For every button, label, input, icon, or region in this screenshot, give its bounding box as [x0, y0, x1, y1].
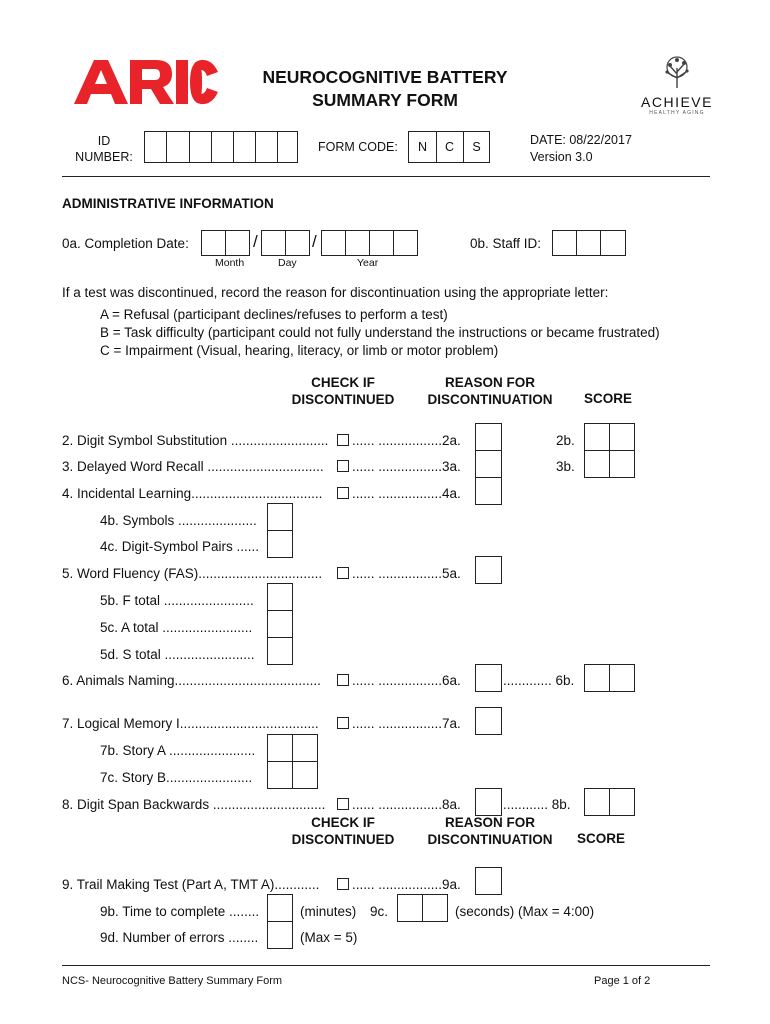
item-5-label: 5. Word Fluency (FAS)................................. — [62, 566, 323, 581]
item-4-leader: ...... .................4a. — [352, 486, 461, 501]
reason-c: C = Impairment (Visual, hearing, literacy, or limb or motor problem) — [100, 343, 499, 358]
item-6b-label: ............. 6b. — [503, 673, 575, 688]
item-8-label: 8. Digit Span Backwards .............................. — [62, 797, 326, 812]
col-score: SCORE — [584, 391, 633, 406]
item-3b-score-box[interactable] — [584, 450, 610, 478]
item-5a-reason-box[interactable] — [475, 556, 502, 584]
col-score: SCORE — [577, 831, 626, 846]
item-9d-unit: (Max = 5) — [300, 930, 358, 945]
section-heading: ADMINISTRATIVE INFORMATION — [62, 196, 274, 211]
item-5-discontinued-checkbox[interactable] — [337, 567, 349, 579]
item-7-label: 7. Logical Memory I..................................... — [62, 716, 319, 731]
form-code-label: FORM CODE: — [318, 140, 398, 154]
form-date: DATE: 08/22/2017 Version 3.0 — [530, 133, 632, 164]
form-code-letter: N — [417, 140, 428, 154]
id-number-field[interactable] — [144, 131, 298, 163]
item-2-leader: ...... .................2a. — [352, 433, 461, 448]
item-3a-reason-box[interactable] — [475, 450, 502, 478]
col-reason: REASON FOR DISCONTINUATION — [427, 815, 553, 847]
item-9a-reason-box[interactable] — [475, 867, 502, 895]
item-4-discontinued-checkbox[interactable] — [337, 487, 349, 499]
item-8b-score-box[interactable] — [584, 788, 610, 816]
col-check-discontinued: CHECK IF DISCONTINUED — [291, 815, 395, 847]
footer-divider — [62, 965, 710, 966]
footer-page-number: Page 1 of 2 — [594, 975, 651, 987]
item-7c-label: 7c. Story B....................... — [100, 770, 253, 785]
achieve-tagline: HEALTHY AGING — [649, 110, 705, 116]
item-7c-score-box[interactable] — [292, 761, 318, 789]
item-6b-score-box[interactable] — [609, 664, 635, 692]
item-5c-label: 5c. A total ........................ — [100, 620, 253, 635]
item-4a-reason-box[interactable] — [475, 477, 502, 505]
item-2-label: 2. Digit Symbol Substitution .......................... — [62, 433, 329, 448]
completion-date-label: 0a. Completion Date: — [62, 236, 189, 251]
item-5c-score-box[interactable] — [267, 610, 293, 638]
item-5-leader: ...... .................5a. — [352, 566, 461, 581]
item-9c-label: 9c. — [370, 904, 389, 919]
item-7b-score-box[interactable] — [292, 734, 318, 762]
item-4b-label: 4b. Symbols ..................... — [100, 513, 257, 528]
col-check-discontinued: CHECK IF DISCONTINUED — [291, 375, 395, 407]
reason-a: A = Refusal (participant declines/refuses to perform a test) — [100, 307, 448, 322]
item-3b-label: 3b. — [556, 459, 575, 474]
item-9-leader: ...... .................9a. — [352, 877, 461, 892]
header-divider — [62, 176, 710, 177]
item-7b-score-box[interactable] — [267, 734, 293, 762]
item-2a-reason-box[interactable] — [475, 423, 502, 451]
title-line-1: NEUROCOGNITIVE BATTERY — [262, 67, 508, 87]
item-4-label: 4. Incidental Learning................................... — [62, 486, 323, 501]
item-6a-reason-box[interactable] — [475, 664, 502, 692]
item-9b-minutes-box[interactable] — [267, 894, 293, 922]
item-5b-score-box[interactable] — [267, 583, 293, 611]
tree-icon — [657, 54, 697, 90]
title-line-2: SUMMARY FORM — [312, 90, 458, 110]
form-code-field — [408, 131, 490, 163]
item-3-label: 3. Delayed Word Recall ............................... — [62, 459, 324, 474]
page-title — [260, 66, 510, 112]
item-2b-score-box[interactable] — [609, 423, 635, 451]
day-caption: Day — [278, 257, 297, 269]
form-code-letter: S — [472, 140, 481, 154]
item-4c-label: 4c. Digit-Symbol Pairs ...... — [100, 539, 260, 554]
reason-b: B = Task difficulty (participant could not fully understand the instructions or became frustrated) — [100, 325, 660, 340]
id-number-label: ID NUMBER: — [75, 134, 133, 164]
item-6-leader: ...... .................6a. — [352, 673, 461, 688]
item-4b-score-box[interactable] — [267, 503, 293, 531]
item-8-discontinued-checkbox[interactable] — [337, 798, 349, 810]
item-9d-label: 9d. Number of errors ........ — [100, 930, 259, 945]
achieve-wordmark: ACHIEVE — [641, 94, 713, 110]
footer-form-name: NCS- Neurocognitive Battery Summary Form — [62, 975, 283, 987]
item-5b-label: 5b. F total ........................ — [100, 593, 254, 608]
achieve-logo — [636, 54, 718, 116]
item-2-discontinued-checkbox[interactable] — [337, 434, 349, 446]
item-7b-label: 7b. Story A ....................... — [100, 743, 256, 758]
item-9c-seconds-box[interactable] — [422, 894, 448, 922]
item-6-discontinued-checkbox[interactable] — [337, 674, 349, 686]
item-7c-score-box[interactable] — [267, 761, 293, 789]
item-6b-score-box[interactable] — [584, 664, 610, 692]
item-5d-label: 5d. S total ........................ — [100, 647, 255, 662]
item-5d-score-box[interactable] — [267, 637, 293, 665]
item-3-discontinued-checkbox[interactable] — [337, 460, 349, 472]
staff-id-label: 0b. Staff ID: — [470, 236, 542, 251]
instructions-intro: If a test was discontinued, record the reason for discontinuation using the appropriate letter: — [62, 285, 609, 300]
item-4c-score-box[interactable] — [267, 530, 293, 558]
item-2b-label: 2b. — [556, 433, 575, 448]
item-7-leader: ...... .................7a. — [352, 716, 461, 731]
item-8a-reason-box[interactable] — [475, 788, 502, 816]
item-2b-score-box[interactable] — [584, 423, 610, 451]
item-8-leader: ...... .................8a. — [352, 797, 461, 812]
item-3-leader: ...... .................3a. — [352, 459, 461, 474]
item-9b-label: 9b. Time to complete ........ — [100, 904, 260, 919]
item-9-discontinued-checkbox[interactable] — [337, 878, 349, 890]
item-9c-unit: (seconds) (Max = 4:00) — [455, 904, 595, 919]
item-8b-label: ............ 8b. — [503, 797, 571, 812]
item-9c-seconds-box[interactable] — [397, 894, 423, 922]
col-reason: REASON FOR DISCONTINUATION — [427, 375, 553, 407]
item-9b-unit: (minutes) — [300, 904, 357, 919]
item-3b-score-box[interactable] — [609, 450, 635, 478]
item-7a-reason-box[interactable] — [475, 707, 502, 735]
item-8b-score-box[interactable] — [609, 788, 635, 816]
staff-id-field[interactable] — [552, 230, 628, 256]
month-caption: Month — [215, 257, 245, 269]
item-9d-errors-box[interactable] — [267, 921, 293, 949]
form-code-letter: C — [444, 140, 455, 154]
item-9-label: 9. Trail Making Test (Part A, TMT A)............ — [62, 877, 320, 892]
item-6-label: 6. Animals Naming....................................... — [62, 673, 321, 688]
item-7-discontinued-checkbox[interactable] — [337, 717, 349, 729]
aric-logo — [72, 56, 220, 106]
year-caption: Year — [357, 257, 379, 269]
completion-date-field[interactable]: / / — [201, 230, 421, 256]
